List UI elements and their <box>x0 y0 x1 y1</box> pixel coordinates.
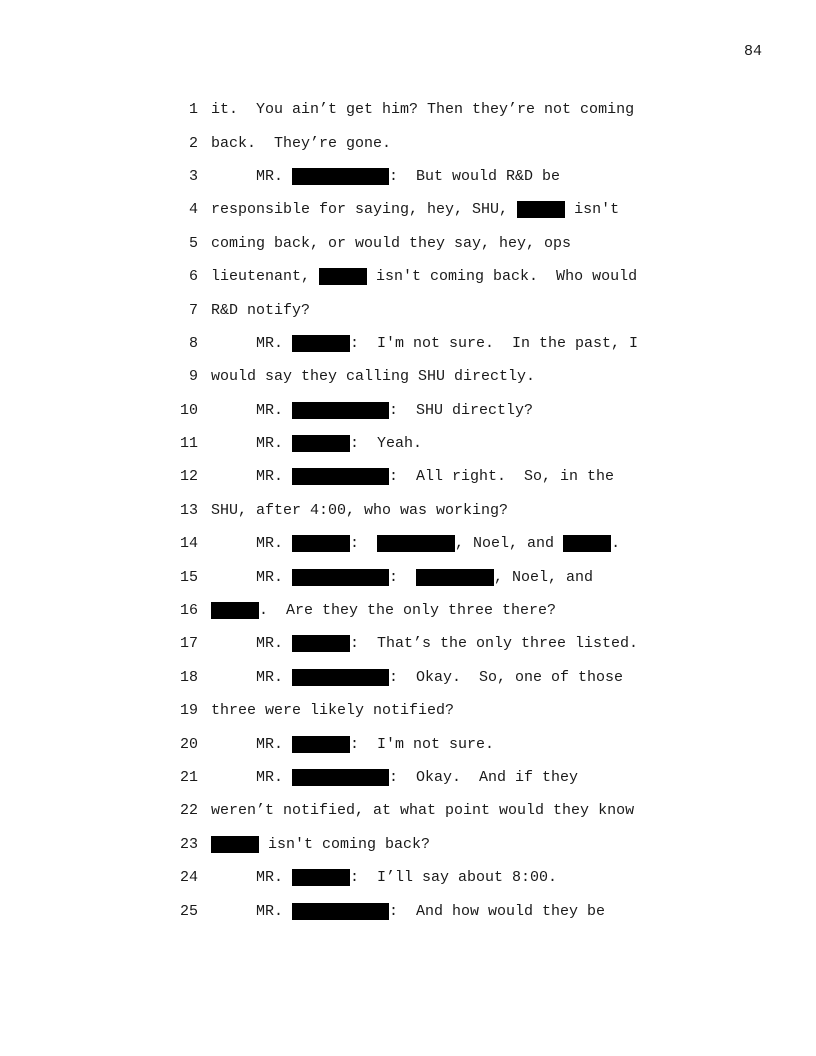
line-text: MR. <box>211 902 293 920</box>
line-text: : Yeah. <box>350 435 423 453</box>
line-text: MR. <box>211 468 293 486</box>
line-text: MR. <box>211 435 293 453</box>
line-number: 22 <box>179 802 198 820</box>
line-text: SHU, after 4:00, who was working? <box>211 501 509 519</box>
redaction-box <box>292 468 389 485</box>
redaction-box <box>292 569 389 586</box>
transcript-line <box>170 661 690 694</box>
line-number: 6 <box>188 268 198 286</box>
transcript-line <box>170 460 690 493</box>
line-number: 13 <box>179 501 198 519</box>
line-number: 23 <box>179 835 198 853</box>
transcript-line <box>170 360 690 393</box>
transcript-line <box>170 394 690 427</box>
line-text: : <box>350 535 378 553</box>
transcript-line <box>170 293 690 326</box>
line-text: three were likely notified? <box>211 702 455 720</box>
line-text: responsible for saying, hey, SHU, <box>211 201 518 219</box>
redaction-box <box>292 869 350 886</box>
transcript-line <box>170 93 690 126</box>
transcript-line <box>170 894 690 927</box>
transcript-line <box>170 794 690 827</box>
line-number: 11 <box>179 435 198 453</box>
redaction-box <box>292 435 350 452</box>
transcript-body <box>170 93 690 928</box>
line-text: , Noel, and <box>494 568 594 586</box>
line-number: 1 <box>188 101 198 119</box>
line-number: 14 <box>179 535 198 553</box>
line-text: R&D notify? <box>211 301 311 319</box>
transcript-line <box>170 761 690 794</box>
redaction-box <box>517 201 565 218</box>
redaction-box <box>211 836 259 853</box>
redaction-box <box>211 602 259 619</box>
redaction-box <box>292 402 389 419</box>
line-text: MR. <box>211 668 293 686</box>
line-text: : SHU directly? <box>389 401 534 419</box>
line-text: : And how would they be <box>389 902 606 920</box>
line-number: 12 <box>179 468 198 486</box>
line-number: 21 <box>179 769 198 786</box>
line-text: : But would R&D be <box>389 167 561 185</box>
line-text: : All right. So, in the <box>389 468 615 486</box>
transcript-line <box>170 427 690 460</box>
transcript-line <box>170 861 690 894</box>
transcript-line <box>170 327 690 360</box>
line-text: : Okay. And if they <box>389 769 579 786</box>
line-number: 16 <box>179 602 198 620</box>
transcript-line <box>170 560 690 593</box>
redaction-box <box>292 168 389 185</box>
line-number: 8 <box>188 334 198 352</box>
line-text: MR. <box>211 735 293 753</box>
line-number: 2 <box>188 134 198 152</box>
redaction-box <box>416 569 494 586</box>
line-text: it. You ain’t get him? Then they’re not coming <box>211 101 635 119</box>
line-number: 19 <box>179 702 198 720</box>
transcript-line <box>170 260 690 293</box>
redaction-box <box>292 635 350 652</box>
redaction-box <box>292 335 350 352</box>
line-number: 15 <box>179 568 198 586</box>
line-number: 3 <box>188 167 198 185</box>
redaction-box <box>292 535 350 552</box>
page-number: 84 <box>743 43 762 60</box>
line-number: 24 <box>179 869 198 887</box>
line-text: : That’s the only three listed. <box>350 635 639 653</box>
transcript-line <box>170 193 690 226</box>
line-text: MR. <box>211 769 293 786</box>
line-text: MR. <box>211 401 293 419</box>
line-number: 20 <box>179 735 198 753</box>
redaction-box <box>377 535 455 552</box>
line-text: : Okay. So, one of those <box>389 668 624 686</box>
redaction-box <box>292 769 389 786</box>
line-text: . <box>611 535 621 553</box>
line-text: MR. <box>211 167 293 185</box>
redaction-box <box>563 535 611 552</box>
line-text: MR. <box>211 334 293 352</box>
line-text: MR. <box>211 535 293 553</box>
line-number: 18 <box>179 668 198 686</box>
line-number: 9 <box>188 368 198 386</box>
line-text: : I’ll say about 8:00. <box>350 869 558 887</box>
line-number: 7 <box>188 301 198 319</box>
transcript-line <box>170 727 690 760</box>
line-number: 25 <box>179 902 198 920</box>
transcript-line <box>170 694 690 727</box>
transcript-line <box>170 494 690 527</box>
redaction-box <box>319 268 367 285</box>
line-text: coming back, or would they say, hey, ops <box>211 234 572 252</box>
line-text: lieutenant, <box>211 268 320 286</box>
line-text: : I'm not sure. <box>350 735 495 753</box>
line-text: would say they calling SHU directly. <box>211 368 536 386</box>
redaction-box <box>292 669 389 686</box>
line-number: 4 <box>188 201 198 219</box>
line-text: MR. <box>211 869 293 887</box>
transcript-line <box>170 227 690 260</box>
redaction-box <box>292 903 389 920</box>
redaction-box <box>292 736 350 753</box>
line-text: isn't coming back. Who would <box>367 268 638 286</box>
line-text: MR. <box>211 635 293 653</box>
transcript-line <box>170 160 690 193</box>
line-text: isn't <box>565 201 620 219</box>
line-text: MR. <box>211 568 293 586</box>
line-number: 17 <box>179 635 198 653</box>
transcript-line <box>170 527 690 560</box>
line-text: : <box>389 568 417 586</box>
line-text: weren’t notified, at what point would they know <box>211 802 635 820</box>
line-text: back. They’re gone. <box>211 134 392 152</box>
line-text: . Are they the only three there? <box>259 602 557 620</box>
line-number: 5 <box>188 234 198 252</box>
line-text: , Noel, and <box>455 535 564 553</box>
line-number: 10 <box>179 401 198 419</box>
line-text: : I'm not sure. In the past, I <box>350 334 639 352</box>
transcript-line <box>170 627 690 660</box>
transcript-line <box>170 126 690 159</box>
line-text: isn't coming back? <box>259 835 431 853</box>
transcript-line <box>170 594 690 627</box>
transcript-line <box>170 828 690 861</box>
